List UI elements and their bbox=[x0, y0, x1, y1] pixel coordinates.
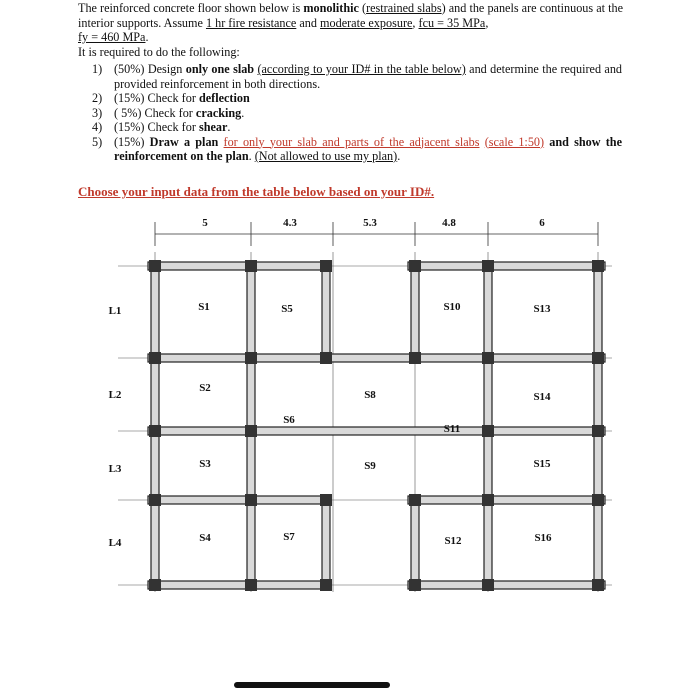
exposure-term: moderate exposure bbox=[320, 15, 413, 30]
task-number: 2) bbox=[92, 91, 103, 105]
slab-label: S8 bbox=[364, 389, 376, 401]
monolithic-term: monolithic bbox=[303, 1, 359, 15]
intro-text: , bbox=[485, 15, 489, 30]
slab-label: S5 bbox=[281, 303, 293, 315]
task-text: . bbox=[248, 149, 255, 163]
beam bbox=[411, 262, 419, 362]
task-underlined: (Not allowed to use my plan) bbox=[254, 149, 398, 163]
row-label: L1 bbox=[108, 305, 122, 317]
beam bbox=[148, 581, 330, 589]
task-text: ( 5%) Check for bbox=[114, 105, 196, 120]
task-text: (15%) bbox=[114, 134, 150, 149]
task-keyword: Draw a plan bbox=[149, 134, 219, 149]
slab-label: S6 bbox=[283, 414, 295, 426]
task-text: (15%) Check for bbox=[114, 91, 199, 105]
slab-label: S7 bbox=[283, 531, 295, 543]
span-label: 6 bbox=[539, 217, 545, 229]
task-text: . bbox=[227, 120, 231, 134]
intro-text: ) and the panels are continuous at the interior supports. Assume bbox=[78, 1, 624, 30]
beam bbox=[148, 496, 330, 504]
slab-label: S12 bbox=[444, 535, 462, 547]
choose-heading: Choose your input data from the table below based on your ID#. bbox=[78, 184, 435, 199]
task-underlined: (according to your ID# in the table below) bbox=[257, 62, 466, 76]
task-text: . bbox=[397, 149, 401, 163]
dimension-labels bbox=[202, 217, 545, 229]
task-text: (15%) Check for bbox=[114, 120, 199, 134]
slab-label: S3 bbox=[199, 458, 211, 470]
beam bbox=[322, 262, 330, 362]
slab-label: S1 bbox=[198, 301, 210, 313]
slab-label: S16 bbox=[534, 532, 552, 544]
task-text: . bbox=[241, 105, 245, 120]
task-keyword: shear bbox=[198, 120, 228, 134]
span-label: 5.3 bbox=[363, 217, 377, 229]
span-label: 4.8 bbox=[442, 217, 456, 229]
slab-label: S13 bbox=[533, 303, 551, 315]
intro-text: . bbox=[145, 30, 149, 44]
beam bbox=[148, 262, 330, 270]
slab-label: S14 bbox=[533, 391, 551, 403]
beam bbox=[408, 262, 605, 270]
task-number: 5) bbox=[92, 134, 103, 149]
task-number: 4) bbox=[92, 120, 103, 134]
beam bbox=[408, 581, 605, 589]
slab-label: S15 bbox=[533, 458, 551, 470]
task-number: 1) bbox=[92, 62, 103, 76]
intro-text: and bbox=[296, 15, 321, 30]
task-scale: (scale 1:50) bbox=[484, 134, 545, 149]
span-label: 4.3 bbox=[283, 217, 297, 229]
task-text: (50%) Design bbox=[114, 62, 186, 76]
row-label: L2 bbox=[108, 389, 122, 401]
task-text: and determine the required and provided reinforcement in both directions. bbox=[114, 62, 623, 91]
beam bbox=[408, 496, 605, 504]
required-line: It is required to do the following: bbox=[78, 44, 240, 59]
fire-resistance-term: 1 hr fire resistance bbox=[205, 15, 297, 30]
slab-label: S4 bbox=[199, 532, 211, 544]
task-keyword: deflection bbox=[198, 91, 250, 105]
slab-label: S9 bbox=[364, 460, 376, 472]
beam bbox=[411, 496, 419, 589]
intro-text: , bbox=[412, 15, 419, 30]
fcu-value: fcu = 35 MPa bbox=[418, 15, 486, 30]
row-label: L4 bbox=[108, 537, 122, 549]
beam bbox=[148, 427, 605, 435]
slab-label: S11 bbox=[443, 423, 461, 435]
beam bbox=[322, 496, 330, 589]
intro-text: The reinforced concrete floor shown below is bbox=[78, 1, 304, 15]
slab-label: S10 bbox=[443, 301, 461, 313]
intro-text: ( bbox=[358, 1, 367, 15]
home-indicator[interactable] bbox=[234, 682, 390, 688]
span-label: 5 bbox=[202, 217, 208, 229]
beam bbox=[148, 354, 605, 362]
slab-label: S2 bbox=[199, 382, 211, 394]
task-keyword: only one slab bbox=[185, 62, 255, 76]
task-red-text: for only your slab and parts of the adjacent slabs bbox=[223, 134, 480, 149]
task-keyword: cracking bbox=[195, 105, 242, 120]
fy-value: fy = 460 MPa bbox=[78, 30, 146, 44]
row-label: L3 bbox=[108, 463, 122, 475]
task-keyword: and show the reinforcement on the plan bbox=[114, 134, 622, 163]
task-number: 3) bbox=[92, 105, 103, 120]
restrained-term: restrained slabs bbox=[366, 1, 442, 15]
